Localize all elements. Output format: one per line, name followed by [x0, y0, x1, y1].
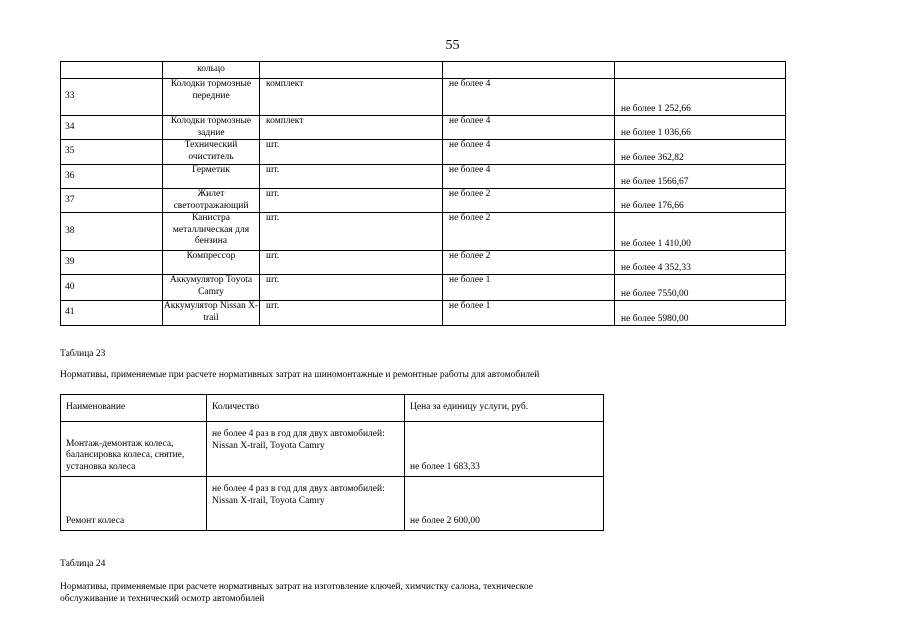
- item-unit: комплект: [260, 79, 443, 116]
- item-name: Технический очиститель: [163, 140, 260, 165]
- item-quantity: не более 1: [443, 275, 615, 301]
- table-row: [61, 301, 786, 326]
- item-price: не более 5980,00: [615, 301, 786, 326]
- item-price: не более 1 036,66: [615, 116, 786, 140]
- empty-cell: [61, 62, 163, 79]
- table-row: [61, 79, 786, 116]
- service-price: не более 2 600,00: [405, 477, 604, 531]
- service-price: не более 1 683,33: [405, 422, 604, 477]
- item-unit: шт.: [260, 140, 443, 165]
- item-price: не более 1566,67: [615, 165, 786, 189]
- item-name: Колодки тормозные передние: [163, 79, 260, 116]
- row-number: 39: [61, 251, 163, 275]
- item-price: не более 176,66: [615, 189, 786, 213]
- table-row: [61, 116, 786, 140]
- table-row: [61, 140, 786, 165]
- column-header: Наименование: [61, 395, 207, 422]
- row-number: 37: [61, 189, 163, 213]
- item-name: Жилет светоотражающий: [163, 189, 260, 213]
- table24-label: Таблица 24: [60, 559, 106, 569]
- column-header: Количество: [207, 395, 405, 422]
- table-row: [61, 189, 786, 213]
- row-number: 34: [61, 116, 163, 140]
- table-row: [61, 213, 786, 251]
- table-header-row: [61, 395, 604, 422]
- column-header: Цена за единицу услуги, руб.: [405, 395, 604, 422]
- service-name: Монтаж-демонтаж колеса, балансировка колеса, снятие, установка колеса: [61, 422, 207, 477]
- item-price: не более 362,82: [615, 140, 786, 165]
- item-name: Компрессор: [163, 251, 260, 275]
- service-quantity: не более 4 раз в год для двух автомобилей: Nissan X-trail, Toyota Camry: [207, 477, 405, 531]
- item-unit: шт.: [260, 165, 443, 189]
- item-price: не более 7550,00: [615, 275, 786, 301]
- item-quantity: не более 4: [443, 79, 615, 116]
- row-number: 36: [61, 165, 163, 189]
- table-row: [61, 251, 786, 275]
- item-unit: шт.: [260, 251, 443, 275]
- service-name: Ремонт колеса: [61, 477, 207, 531]
- row-number: 38: [61, 213, 163, 251]
- item-name: Аккумулятор Nissan X-trail: [163, 301, 260, 326]
- item-price: не более 1 252,66: [615, 79, 786, 116]
- continued-name-cell: кольцо: [163, 62, 260, 79]
- table23-caption: Нормативы, применяемые при расчете нормативных затрат на шиномонтажные и ремонтные работы для автомобилей: [60, 370, 540, 380]
- item-name: Аккумулятор Toyota Camry: [163, 275, 260, 301]
- item-quantity: не более 4: [443, 140, 615, 165]
- table23-label: Таблица 23: [60, 349, 106, 359]
- item-unit: шт.: [260, 275, 443, 301]
- item-quantity: не более 4: [443, 165, 615, 189]
- service-quantity: не более 4 раз в год для двух автомобилей: Nissan X-trail, Toyota Camry: [207, 422, 405, 477]
- table24-caption: Нормативы, применяемые при расчете нормативных затрат на изготовление ключей, химчистку салона, техническое обслуживание и технический осмотр автомобилей: [60, 582, 533, 604]
- item-name: Герметик: [163, 165, 260, 189]
- tire-service-table: [60, 394, 604, 531]
- item-quantity: не более 2: [443, 213, 615, 251]
- table-row: [61, 477, 604, 531]
- item-unit: комплект: [260, 116, 443, 140]
- item-price: не более 1 410,00: [615, 213, 786, 251]
- page-number: 55: [445, 38, 460, 53]
- row-number: 40: [61, 275, 163, 301]
- item-unit: шт.: [260, 189, 443, 213]
- table-row: [61, 275, 786, 301]
- empty-cell: [260, 62, 443, 79]
- item-name: Канистра металлическая для бензина: [163, 213, 260, 251]
- table-row: [61, 165, 786, 189]
- item-price: не более 4 352,33: [615, 251, 786, 275]
- row-number: 41: [61, 301, 163, 326]
- item-quantity: не более 2: [443, 251, 615, 275]
- item-quantity: не более 4: [443, 116, 615, 140]
- materials-table: [60, 61, 786, 326]
- item-unit: шт.: [260, 213, 443, 251]
- table-row: [61, 62, 786, 79]
- empty-cell: [615, 62, 786, 79]
- item-name: Колодки тормозные задние: [163, 116, 260, 140]
- item-quantity: не более 2: [443, 189, 615, 213]
- table-row: [61, 422, 604, 477]
- row-number: 35: [61, 140, 163, 165]
- item-unit: шт.: [260, 301, 443, 326]
- row-number: 33: [61, 79, 163, 116]
- item-quantity: не более 1: [443, 301, 615, 326]
- empty-cell: [443, 62, 615, 79]
